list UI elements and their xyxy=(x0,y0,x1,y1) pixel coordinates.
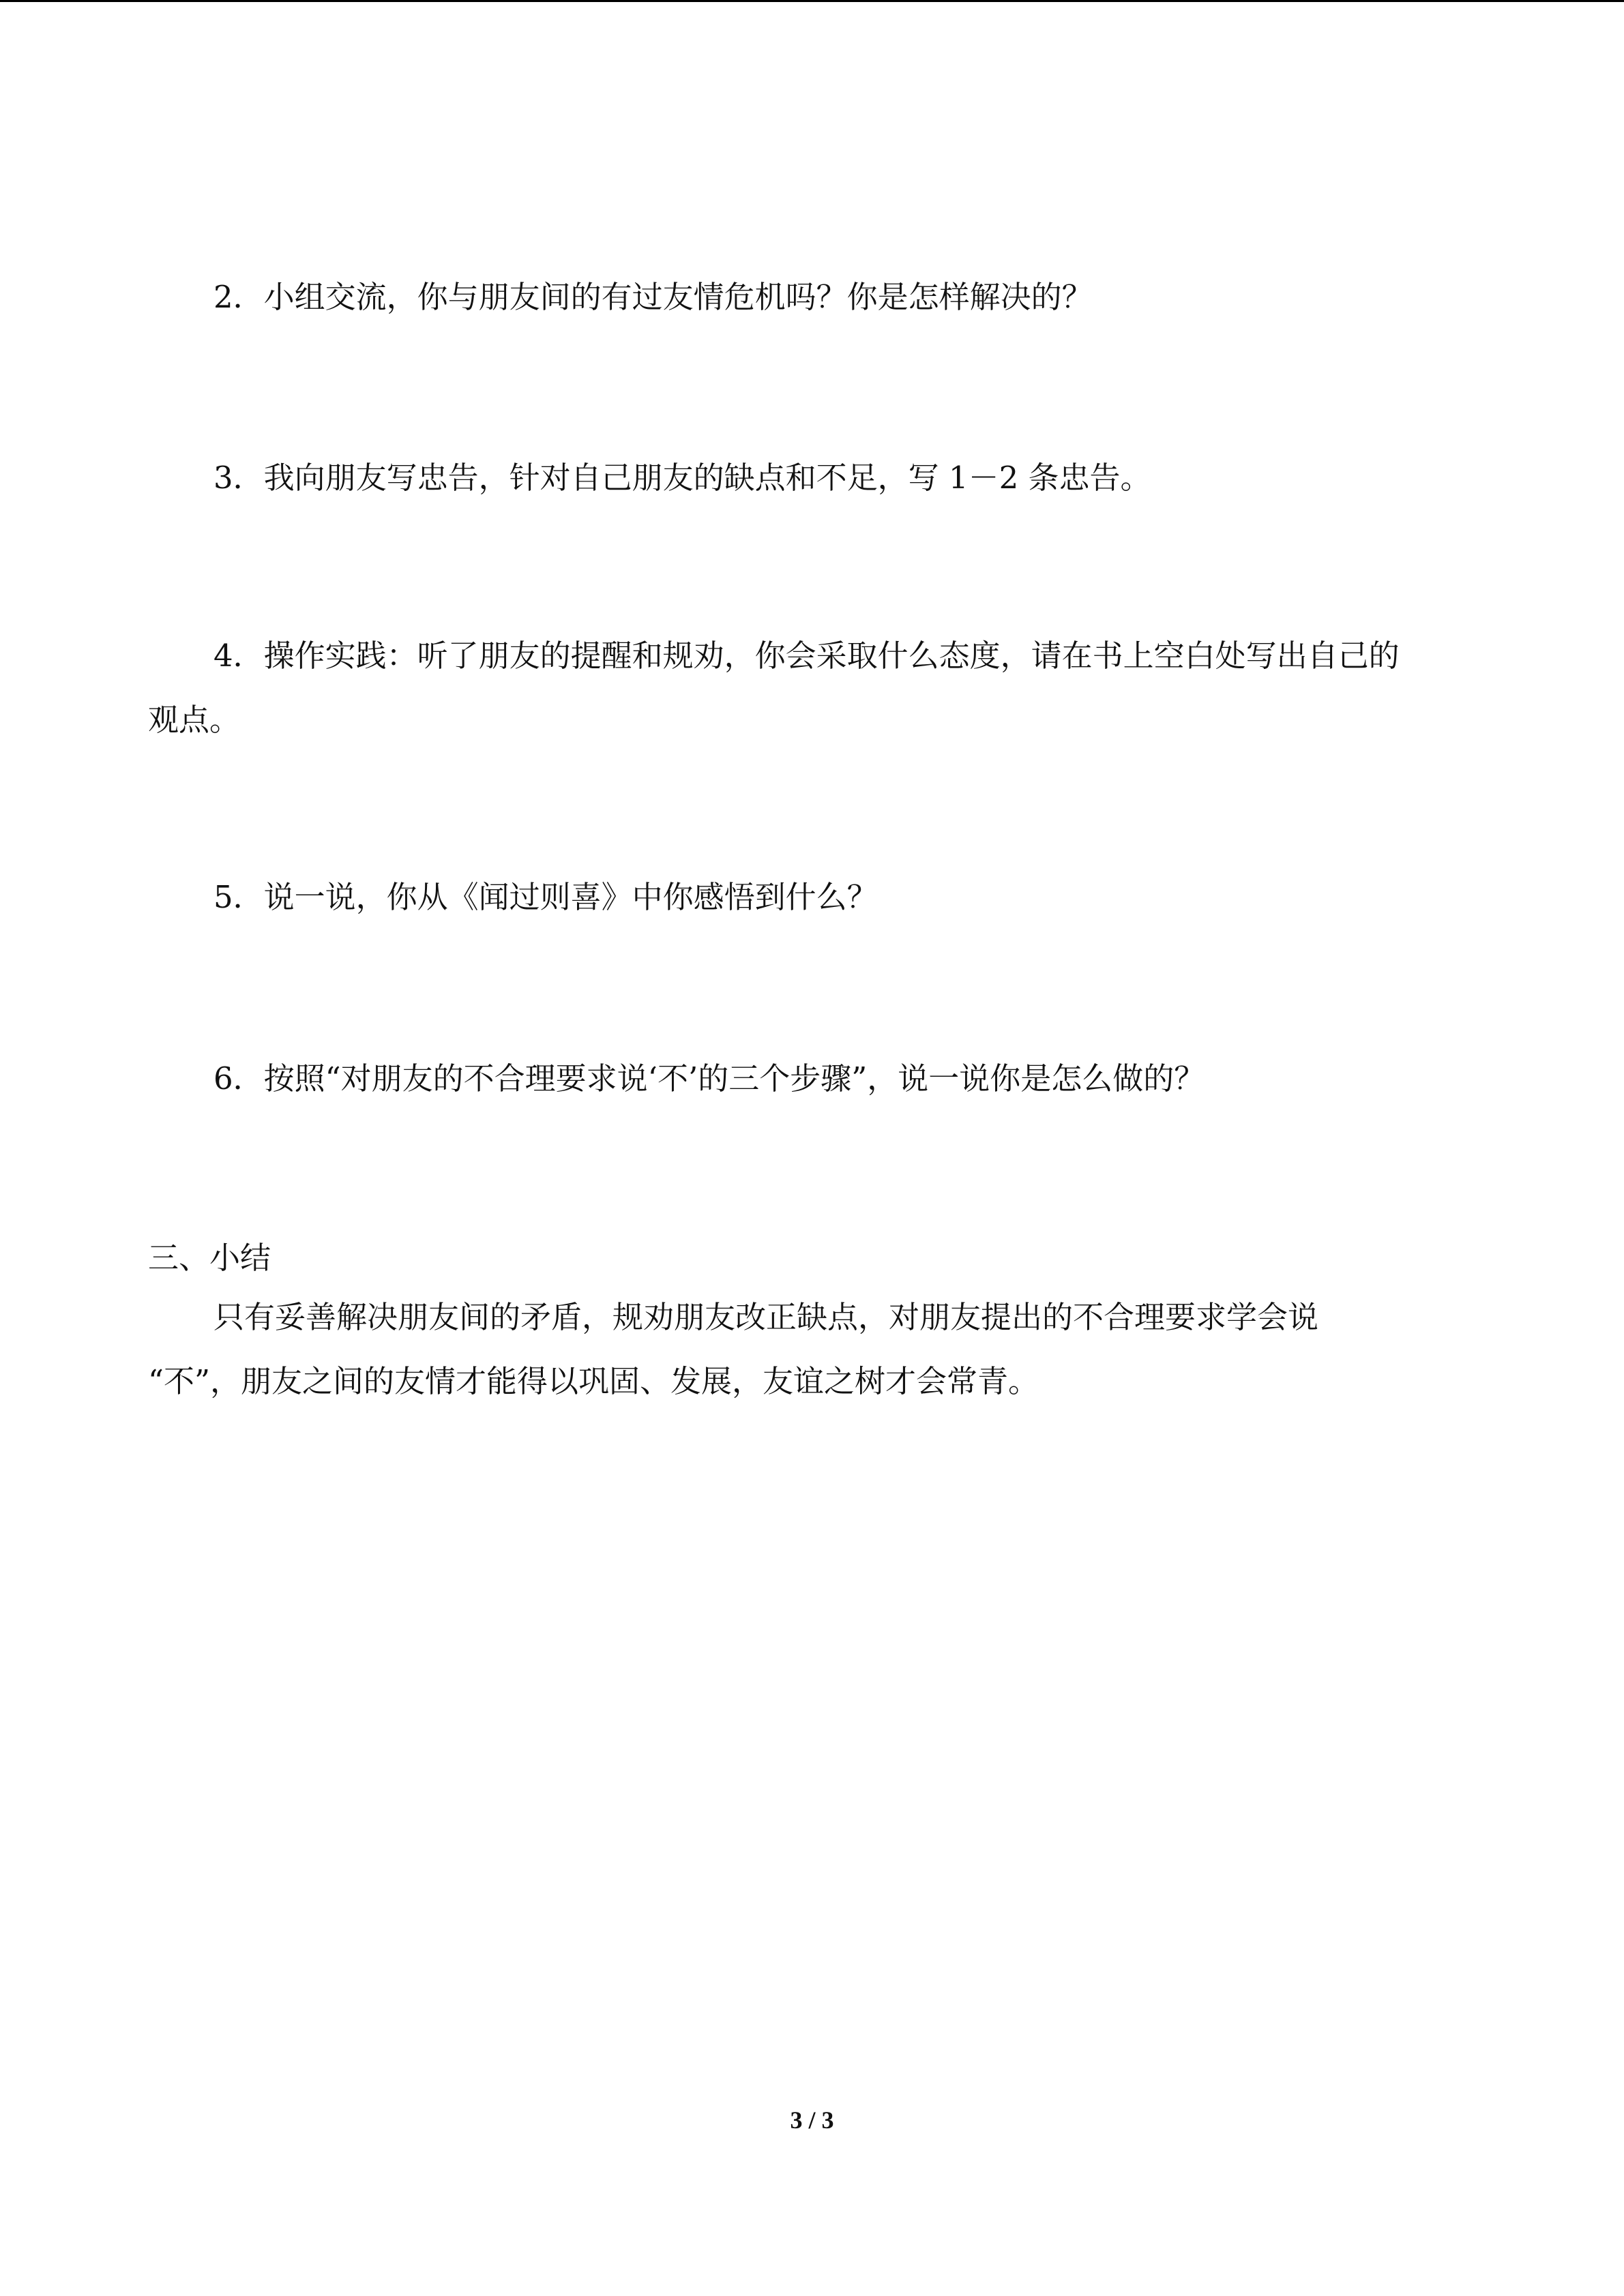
section-heading: 三、小结 xyxy=(148,1240,271,1276)
question-3: 3．我向朋友写忠告，针对自己朋友的缺点和不足，写 1－2 条忠告。 xyxy=(213,460,1151,496)
summary-line-1: 只有妥善解决朋友间的矛盾，规劝朋友改正缺点，对朋友提出的不合理要求学会说 xyxy=(213,1299,1319,1335)
question-6: 6．按照“对朋友的不合理要求说‘不’的三个步骤”，说一说你是怎么做的？ xyxy=(213,1060,1205,1097)
page-number: 3 / 3 xyxy=(790,2106,834,2134)
question-4-line-1: 4．操作实践：听了朋友的提醒和规劝，你会采取什么态度，请在书上空白处写出自己的 xyxy=(213,638,1400,674)
question-2: 2．小组交流，你与朋友间的有过友情危机吗？你是怎样解决的？ xyxy=(213,279,1093,315)
summary-line-2: “不”，朋友之间的友情才能得以巩固、发展，友谊之树才会常青。 xyxy=(148,1363,1039,1399)
question-4-line-2: 观点。 xyxy=(148,702,241,738)
question-5: 5．说一说，你从《闻过则喜》中你感悟到什么？ xyxy=(213,879,878,915)
